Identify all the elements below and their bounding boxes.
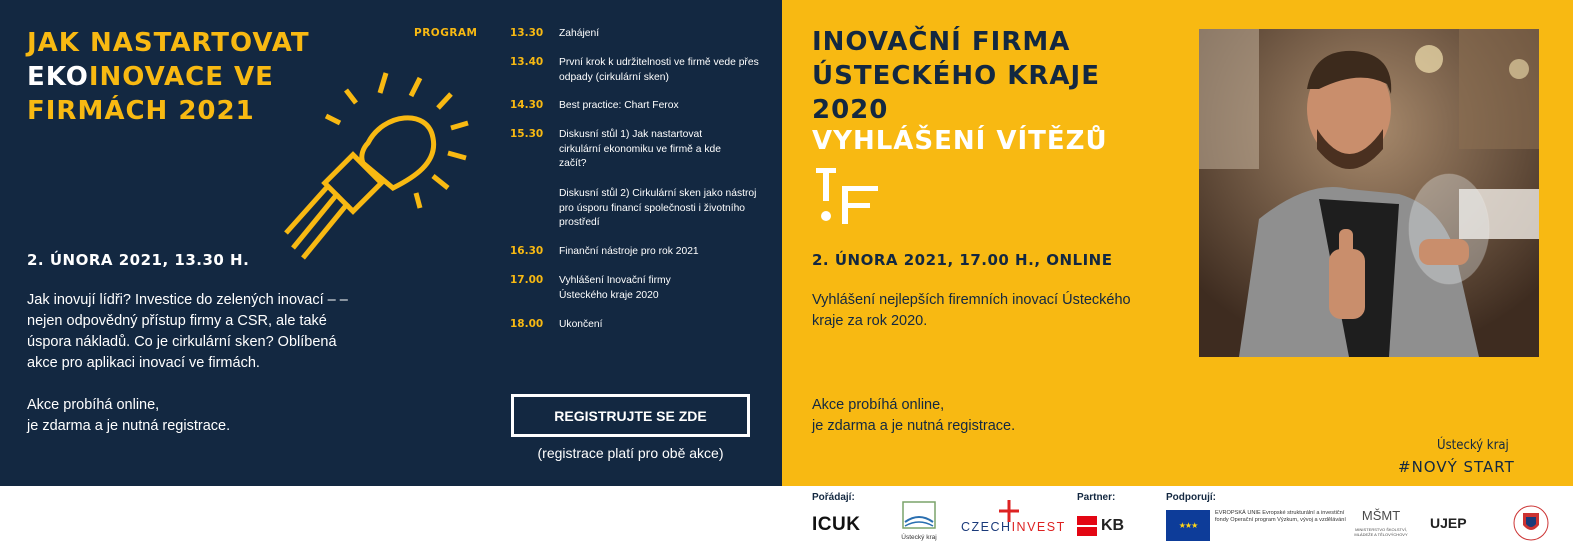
online-line-2: je zdarma a je nutná registrace. [27,418,231,434]
czechinvest-mark-icon [999,500,1019,522]
program-text: Diskusní stůl 2) Cirkulární sken jako nástroj pro úsporu financí společnosti i životního prostředí [559,188,757,228]
program-text: Finanční nástroje pro rok 2021 [559,246,699,257]
program-time: 18.00 [510,318,544,330]
kb-square-icon [1077,516,1097,536]
kraj-logo-text: Ústecký kraj [901,534,937,541]
program-text: Vyhlášení Inovační firmy Ústeckého kraje 2020 [559,275,671,301]
kraj-coat-of-arms-icon [1513,503,1549,543]
ujep-logo: UJEP [1430,515,1467,531]
poradaji-label: Pořádají: [812,492,855,503]
program-text: Zahájení [559,28,600,39]
online-info-right [812,395,1015,437]
online-line-2: je zdarma a je nutná registrace. [812,418,1016,434]
msmt-text: MŠMT [1361,508,1401,523]
eu-flag-icon: ★★★ [1166,510,1210,541]
msmt-logo [1351,508,1411,537]
eu-logo [1166,510,1355,541]
title-right-line-3: 2020 [812,95,889,125]
title-line-1: JAK NASTARTOVAT [27,28,310,58]
event-subtitle-right: VYHLÁŠENÍ VÍTĚZŮ [812,126,1108,156]
program-time: 13.30 [510,27,544,39]
winner-photo-illustration [1199,29,1539,357]
program-time: 16.30 [510,245,544,257]
podporuji-label: Podporují: [1166,492,1216,503]
event-date-left: 2. ÚNORA 2021, 13.30 H. [27,251,250,269]
invest-text: INVEST [1011,520,1066,534]
register-note: (registrace platí pro obě akce) [537,445,724,461]
register-button[interactable]: REGISTRUJTE SE ZDE [511,394,750,437]
title-right-line-1: INOVAČNÍ FIRMA [812,27,1071,57]
eko-word: EKO [27,62,89,92]
program-text: Best practice: Chart Ferox [559,100,679,111]
msmt-subtext: MINISTERSTVO ŠKOLSTVÍ, MLÁDEŽE A TĚLOVÝCHOVY [1354,527,1408,537]
ustecky-kraj-emblem-icon [901,500,937,530]
czech-text: CZECH [961,520,1012,534]
program-time: 14.30 [510,99,544,111]
ustecky-kraj-logo [899,500,939,541]
partner-label: Partner: [1077,492,1116,503]
title-line-3: FIRMÁCH 2021 [27,96,255,126]
program-label: PROGRAM [414,27,478,39]
title-line-2-rest: INOVACE VE [88,62,274,92]
program-text: Ukončení [559,319,603,330]
kb-text: KB [1101,517,1125,534]
online-line-1: Akce probíhá online, [812,397,945,413]
left-event-panel [0,0,782,486]
online-line-1: Akce probíhá online, [27,397,160,413]
novy-start-slogan: #NOVÝ START [1398,458,1515,476]
event-description-left: Jak inovují lídři? Investice do zelených inovací – – nejen odpovědný přístup firmy a CSR, ale také úspora nákladů. Co je cirkulární sken? Oblíbená akce pro aplikaci inovací ve firmách. [27,292,348,371]
if-logo-icon [812,168,884,224]
eu-text: EVROPSKÁ UNIE Evropské strukturální a investiční fondy Operační program Výzkum, vývoj a vzdělávání [1215,510,1346,524]
title-right-line-2: ÚSTECKÉHO KRAJE [812,61,1100,91]
czechinvest-logo [961,520,1066,534]
program-time: 13.40 [510,56,544,68]
program-text: První krok k udržitelnosti ve firmě vede přes odpady (cirkulární sken) [559,57,759,83]
program-time: 17.00 [510,274,544,286]
event-description-right: Vyhlášení nejlepších firemních inovací Ústeckého kraje za rok 2020. [812,292,1131,329]
icuk-logo: ICUK [812,514,861,535]
online-info-left [27,395,230,437]
event-date-right: 2. ÚNORA 2021, 17.00 H., ONLINE [812,251,1113,269]
kb-logo [1077,516,1124,536]
lightbulb-rocket-icon [268,68,478,278]
kraj-signature: Ústecký kraj [1437,438,1509,453]
winner-photo [1199,29,1539,357]
program-time: 15.30 [510,128,544,140]
event-title-right [812,25,1100,127]
program-text: Diskusní stůl 1) Jak nastartovat cirkulární ekonomiku ve firmě a kde začít? [559,129,721,169]
